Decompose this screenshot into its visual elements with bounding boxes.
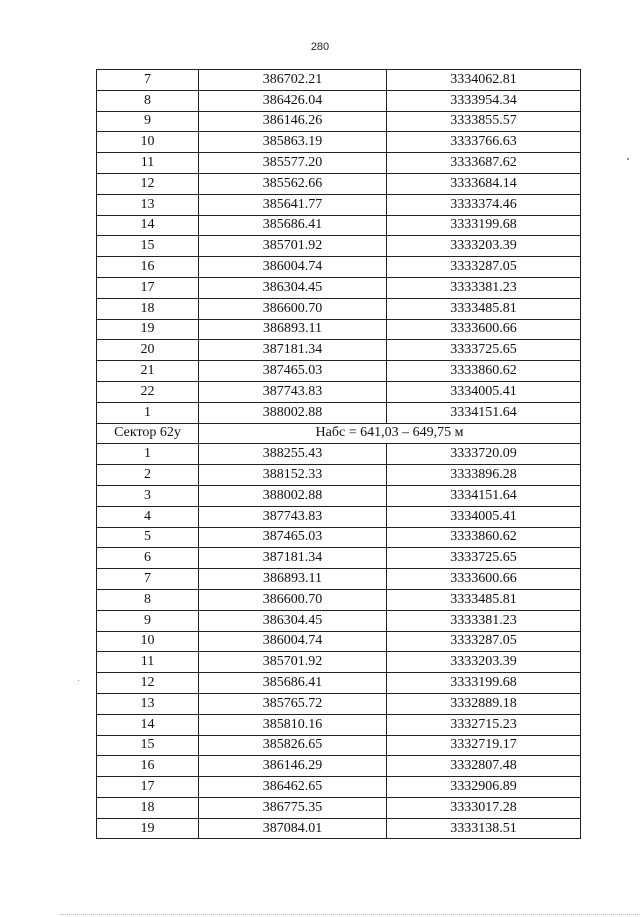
y-coordinate: 3332889.18 — [387, 693, 581, 714]
y-coordinate: 3333720.09 — [387, 444, 581, 465]
table-row — [97, 132, 581, 153]
table-row — [97, 402, 581, 423]
x-coordinate: 386146.29 — [199, 756, 387, 777]
y-coordinate: 3333600.66 — [387, 319, 581, 340]
y-coordinate: 3333860.62 — [387, 527, 581, 548]
y-coordinate: 3332906.89 — [387, 777, 581, 798]
y-coordinate: 3334062.81 — [387, 70, 581, 91]
x-coordinate: 386600.70 — [199, 589, 387, 610]
table-row — [97, 693, 581, 714]
point-number: 3 — [97, 485, 199, 506]
point-number: 18 — [97, 797, 199, 818]
y-coordinate: 3333381.23 — [387, 277, 581, 298]
x-coordinate: 388152.33 — [199, 465, 387, 486]
point-number: 18 — [97, 298, 199, 319]
table-row — [97, 506, 581, 527]
point-number: 12 — [97, 673, 199, 694]
table-row — [97, 652, 581, 673]
x-coordinate: 385863.19 — [199, 132, 387, 153]
y-coordinate: 3333725.65 — [387, 548, 581, 569]
point-number: 6 — [97, 548, 199, 569]
point-number: 21 — [97, 361, 199, 382]
point-number: 10 — [97, 132, 199, 153]
point-number: 8 — [97, 90, 199, 111]
scan-edge-line — [60, 914, 640, 915]
y-coordinate: 3334005.41 — [387, 381, 581, 402]
point-number: 8 — [97, 589, 199, 610]
point-number: 4 — [97, 506, 199, 527]
point-number: 12 — [97, 173, 199, 194]
sector-header — [97, 423, 581, 444]
y-coordinate: 3333199.68 — [387, 673, 581, 694]
x-coordinate: 387743.83 — [199, 381, 387, 402]
sector-height-range: Набс = 641,03 – 649,75 м — [199, 423, 581, 444]
x-coordinate: 386304.45 — [199, 277, 387, 298]
x-coordinate: 387181.34 — [199, 340, 387, 361]
x-coordinate: 386304.45 — [199, 610, 387, 631]
point-number: 5 — [97, 527, 199, 548]
point-number: 11 — [97, 153, 199, 174]
table-row — [97, 194, 581, 215]
y-coordinate: 3333600.66 — [387, 569, 581, 590]
table-row — [97, 90, 581, 111]
table-row — [97, 714, 581, 735]
point-number: 1 — [97, 402, 199, 423]
y-coordinate: 3333684.14 — [387, 173, 581, 194]
x-coordinate: 385826.65 — [199, 735, 387, 756]
x-coordinate: 385686.41 — [199, 673, 387, 694]
x-coordinate: 386893.11 — [199, 319, 387, 340]
x-coordinate: 385701.92 — [199, 236, 387, 257]
x-coordinate: 387465.03 — [199, 361, 387, 382]
y-coordinate: 3333138.51 — [387, 818, 581, 839]
table-row — [97, 610, 581, 631]
point-number: 9 — [97, 610, 199, 631]
y-coordinate: 3333687.62 — [387, 153, 581, 174]
y-coordinate: 3333860.62 — [387, 361, 581, 382]
point-number: 7 — [97, 70, 199, 91]
x-coordinate: 386775.35 — [199, 797, 387, 818]
scan-speck — [627, 158, 629, 160]
table-row — [97, 444, 581, 465]
x-coordinate: 385577.20 — [199, 153, 387, 174]
table-row — [97, 277, 581, 298]
x-coordinate: 386702.21 — [199, 70, 387, 91]
y-coordinate: 3332719.17 — [387, 735, 581, 756]
x-coordinate: 388255.43 — [199, 444, 387, 465]
point-number: 10 — [97, 631, 199, 652]
x-coordinate: 387465.03 — [199, 527, 387, 548]
point-number: 20 — [97, 340, 199, 361]
table-row — [97, 589, 581, 610]
y-coordinate: 3333725.65 — [387, 340, 581, 361]
y-coordinate: 3333203.39 — [387, 652, 581, 673]
table-row — [97, 797, 581, 818]
x-coordinate: 387743.83 — [199, 506, 387, 527]
y-coordinate: 3334151.64 — [387, 402, 581, 423]
table-row — [97, 111, 581, 132]
table-row — [97, 340, 581, 361]
x-coordinate: 388002.88 — [199, 485, 387, 506]
table-row — [97, 735, 581, 756]
point-number: 14 — [97, 714, 199, 735]
table-row — [97, 631, 581, 652]
point-number: 13 — [97, 194, 199, 215]
table-row — [97, 298, 581, 319]
y-coordinate: 3332807.48 — [387, 756, 581, 777]
y-coordinate: 3333954.34 — [387, 90, 581, 111]
table-row — [97, 777, 581, 798]
x-coordinate: 386004.74 — [199, 631, 387, 652]
x-coordinate: 386893.11 — [199, 569, 387, 590]
coordinates-table — [96, 69, 581, 839]
table-row — [97, 215, 581, 236]
point-number: 11 — [97, 652, 199, 673]
x-coordinate: 386426.04 — [199, 90, 387, 111]
y-coordinate: 3333017.28 — [387, 797, 581, 818]
y-coordinate: 3333287.05 — [387, 631, 581, 652]
x-coordinate: 385810.16 — [199, 714, 387, 735]
y-coordinate: 3333374.46 — [387, 194, 581, 215]
point-number: 7 — [97, 569, 199, 590]
table-row — [97, 153, 581, 174]
point-number: 16 — [97, 756, 199, 777]
y-coordinate: 3333896.28 — [387, 465, 581, 486]
table-row — [97, 319, 581, 340]
table-row — [97, 485, 581, 506]
y-coordinate: 3333199.68 — [387, 215, 581, 236]
table-body-top — [97, 70, 581, 424]
x-coordinate: 385686.41 — [199, 215, 387, 236]
table-row — [97, 381, 581, 402]
y-coordinate: 3333287.05 — [387, 257, 581, 278]
x-coordinate: 387084.01 — [199, 818, 387, 839]
table-row — [97, 673, 581, 694]
point-number: 17 — [97, 277, 199, 298]
point-number: 15 — [97, 236, 199, 257]
y-coordinate: 3332715.23 — [387, 714, 581, 735]
table-row — [97, 257, 581, 278]
point-number: 22 — [97, 381, 199, 402]
table-row — [97, 465, 581, 486]
page-number: 280 — [310, 41, 330, 53]
sector-row — [97, 423, 581, 444]
x-coordinate: 388002.88 — [199, 402, 387, 423]
y-coordinate: 3333203.39 — [387, 236, 581, 257]
table-row — [97, 527, 581, 548]
table-row — [97, 70, 581, 91]
point-number: 9 — [97, 111, 199, 132]
x-coordinate: 386146.26 — [199, 111, 387, 132]
table-row — [97, 818, 581, 839]
x-coordinate: 387181.34 — [199, 548, 387, 569]
table-body-bottom — [97, 444, 581, 839]
y-coordinate: 3333485.81 — [387, 589, 581, 610]
y-coordinate: 3334005.41 — [387, 506, 581, 527]
table-row — [97, 236, 581, 257]
point-number: 15 — [97, 735, 199, 756]
point-number: 13 — [97, 693, 199, 714]
point-number: 2 — [97, 465, 199, 486]
x-coordinate: 386004.74 — [199, 257, 387, 278]
y-coordinate: 3333766.63 — [387, 132, 581, 153]
table-row — [97, 173, 581, 194]
point-number: 19 — [97, 319, 199, 340]
point-number: 16 — [97, 257, 199, 278]
point-number: 19 — [97, 818, 199, 839]
point-number: 14 — [97, 215, 199, 236]
sector-label: Сектор 62у — [97, 423, 199, 444]
table-row — [97, 756, 581, 777]
scan-speck — [78, 680, 79, 681]
y-coordinate: 3334151.64 — [387, 485, 581, 506]
y-coordinate: 3333855.57 — [387, 111, 581, 132]
table-row — [97, 361, 581, 382]
y-coordinate: 3333381.23 — [387, 610, 581, 631]
x-coordinate: 385701.92 — [199, 652, 387, 673]
x-coordinate: 385641.77 — [199, 194, 387, 215]
point-number: 17 — [97, 777, 199, 798]
y-coordinate: 3333485.81 — [387, 298, 581, 319]
table-row — [97, 548, 581, 569]
table-row — [97, 569, 581, 590]
x-coordinate: 386462.65 — [199, 777, 387, 798]
x-coordinate: 386600.70 — [199, 298, 387, 319]
x-coordinate: 385765.72 — [199, 693, 387, 714]
x-coordinate: 385562.66 — [199, 173, 387, 194]
point-number: 1 — [97, 444, 199, 465]
